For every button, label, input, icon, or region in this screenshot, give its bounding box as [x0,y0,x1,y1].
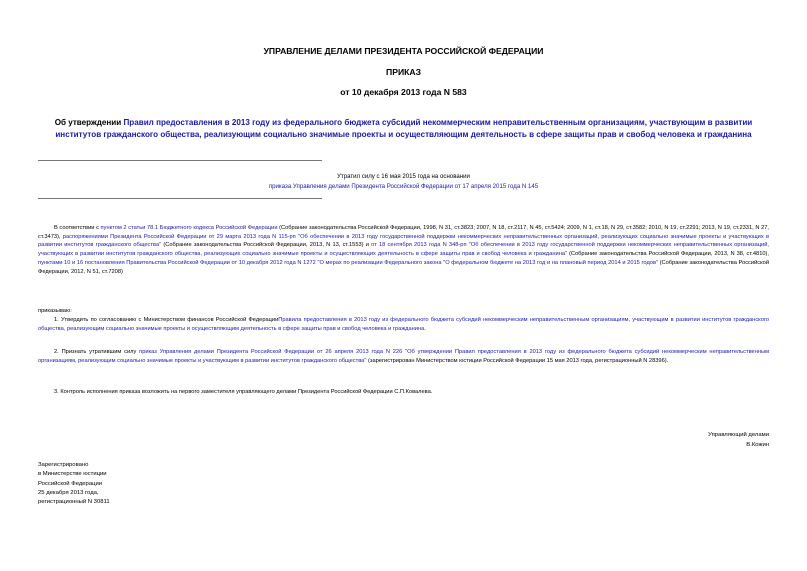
preamble-text-3: (Собрание законодательства Российской Федерации, 2013, N 13, ст.1553) и [161,242,372,249]
date-number-heading: от 10 декабря 2013 года N 583 [340,87,467,97]
title-rules-link[interactable]: Правил предоставления в 2013 году из федерального бюджета субсидий некоммерческим неправительственным организациям, участвующим в развитии институтов гражданского общества, реализующим социально значимые проекты и осуществляющим деятельность в сфере защиты прав и свобод человека и гражданина [55,118,753,139]
divider-top [38,160,322,161]
item-1-rules-link[interactable]: Правила предоставления в 2013 году из федерального бюджета субсидий некоммерческим неправительственным организациям, участвующим в развитии институтов гражданского общества, реализующим социально значимые проекты и осуществляющим деятельность в сфере защиты прав и свобод человека и гражданина [38,317,769,332]
order-348-link[interactable]: от 18 сентября 2013 года N 348-рп "Об обеспечении в 2013 году государственной поддержки некоммерческих неправительственных организаций, участвующих в развитии институтов гражданского общества, реализующих социально значимые проекты и осуществляющих деятельность в сфере защиты прав и свобод человека и гражданина" [38,242,769,258]
item-3: 3. Контроль исполнения приказа возложить на первого заместителя управляющего делами Президента Российской Федерации С.П.Ковалева. [54,389,433,395]
budget-code-link[interactable]: пунктом 2 статьи 78.1 Бюджетного кодекса Российской Федерации [100,225,278,231]
item-1 [38,316,769,333]
prikazyvayu-label: приказываю: [38,308,72,314]
divider-bottom [38,198,322,199]
title-prefix: Об утверждении [54,118,124,127]
order-115-link[interactable]: распоряжениями Президента Российской Федерации от 29 марта 2013 года N 115-рп "Об обеспечении в 2013 году государственной поддержки некоммерческих неправительственных организаций, реализующих социально значимые проекты и участвующих в развитии институтов гражданского общества" [38,233,769,249]
document-title [38,117,769,141]
preamble-text-1: В соответствии с [54,225,101,231]
preamble-text-5: (Собрание законодательства Российской Федерации, 2012, N 51, ст.7208) [38,259,769,275]
registration-line-2: в Министерстве юстиции [38,471,107,478]
lost-force-note [38,172,769,192]
signature-position: Управляющий делами [708,432,769,438]
item-1-end: . [424,325,426,332]
preamble-paragraph [38,224,769,276]
lost-force-text: Утратил силу с 16 мая 2015 года на основании [337,173,470,180]
item-2-end: (зарегистрирован Министерством юстиции Российской Федерации 15 мая 2013 года, регистрационный N 28396). [366,357,669,364]
org-heading: УПРАВЛЕНИЕ ДЕЛАМИ ПРЕЗИДЕНТА РОССИЙСКОЙ ФЕДЕРАЦИИ [263,46,544,56]
registration-line-4: 25 декабря 2013 года, [38,489,99,496]
item-2 [38,348,769,365]
order-226-link[interactable]: приказ Управления делами Президента Российской Федерации от 26 апреля 2013 года N 226 "Об утверждении Правил предоставления в 2013 году из федерального бюджета субсидий некоммерческим неправительственным организациям, реализующим социально значимые проекты и участвующим в развитии институтов гражданского общества" [38,349,769,364]
lost-force-link[interactable]: приказа Управления делами Президента Российской Федерации от 17 апреля 2015 года N 145 [268,183,539,190]
preamble-text-4: (Собрание законодательства Российской Федерации, 2013, N 38, ст.4810), [567,251,770,258]
doc-type-heading: ПРИКАЗ [386,67,421,77]
registration-line-3: Российской Федерации [38,480,103,487]
registration-line-5: регистрационный N 30811 [38,499,110,506]
registration-block [38,461,110,507]
item-1-text: 1. Утвердить по согласованию с Министерством финансов Российской Федерации [54,317,279,323]
item-2-text: 2. Признать утратившим силу [54,349,140,355]
signature-block [708,431,769,450]
signature-name: В.Кожин [746,441,769,448]
registration-line-1: Зарегистрировано [38,462,89,468]
decree-1272-link[interactable]: пунктами 10 и 16 постановления Правительства Российской Федерации от 10 декабря 2012 года N 1272 "О мерах по реализации Федерального закона "О федеральном бюджете на 2013 год и на плановый период 2014 и 2015 годов" [38,259,658,266]
preamble-text-2: (Собрание законодательства Российской Федерации, 1998, N 31, ст.3823; 2007, N 18, ст.2117, N 45, ст.5424; 2009, N 1, ст.18, N 29, ст.3582; 2010, N 19, ст.2291; 2013, N 19, ст.2331, N 27, ст.3473), [38,225,769,240]
